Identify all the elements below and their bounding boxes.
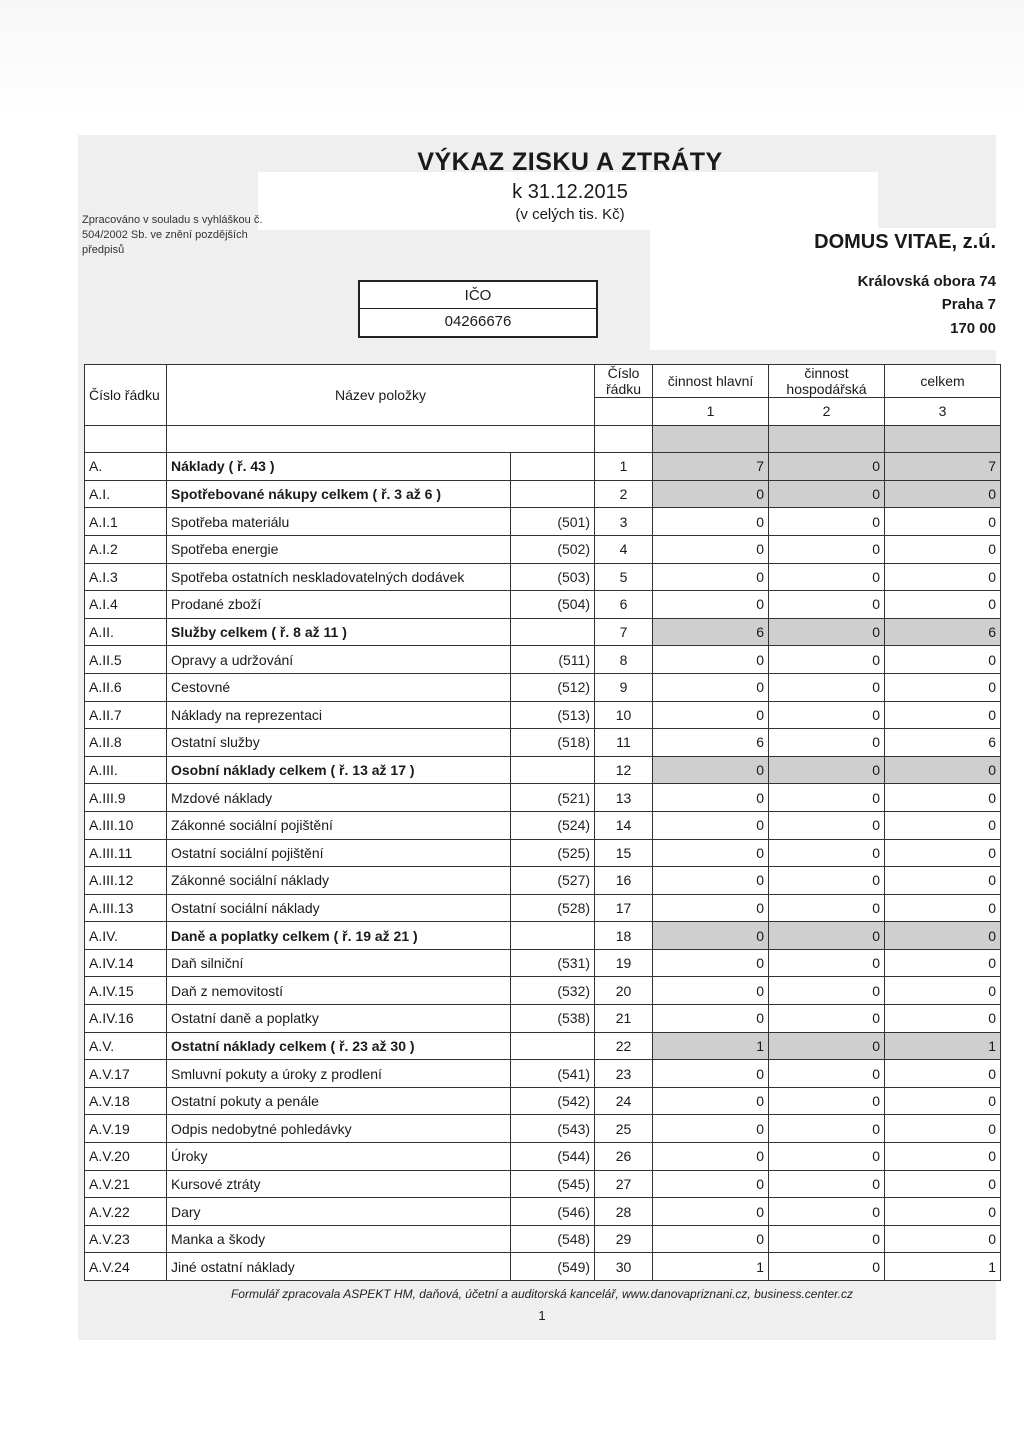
account-code — [511, 480, 595, 508]
row-code: A.V.21 — [85, 1170, 167, 1198]
value-economic: 0 — [769, 894, 885, 922]
row-code: A.IV.16 — [85, 1005, 167, 1033]
line-number: 19 — [595, 949, 653, 977]
item-name: Kursové ztráty — [167, 1170, 511, 1198]
col-item-name: Název položky — [167, 365, 595, 426]
value-main: 0 — [653, 563, 769, 591]
value-economic: 0 — [769, 701, 885, 729]
value-total: 0 — [885, 508, 1001, 536]
value-economic: 0 — [769, 563, 885, 591]
table-row — [85, 1143, 1001, 1171]
item-name: Spotřeba materiálu — [167, 508, 511, 536]
row-code: A.V.17 — [85, 1060, 167, 1088]
value-main: 0 — [653, 867, 769, 895]
line-number: 14 — [595, 811, 653, 839]
row-code: A.II.7 — [85, 701, 167, 729]
value-economic: 0 — [769, 535, 885, 563]
account-code: (512) — [511, 673, 595, 701]
organization-zip: 170 00 — [950, 320, 996, 337]
row-code: A.III.13 — [85, 894, 167, 922]
row-code: A.I. — [85, 480, 167, 508]
item-name: Zákonné sociální náklady — [167, 867, 511, 895]
value-economic: 0 — [769, 867, 885, 895]
table-row — [85, 1005, 1001, 1033]
value-total: 0 — [885, 1087, 1001, 1115]
value-total: 0 — [885, 894, 1001, 922]
value-total: 0 — [885, 1225, 1001, 1253]
account-code: (503) — [511, 563, 595, 591]
account-code: (525) — [511, 839, 595, 867]
table-row — [85, 453, 1001, 481]
value-total: 0 — [885, 977, 1001, 1005]
item-name: Náklady ( ř. 43 ) — [167, 453, 511, 481]
item-name: Zákonné sociální pojištění — [167, 811, 511, 839]
col-row-code: Číslo řádku — [85, 365, 167, 426]
value-economic: 0 — [769, 1143, 885, 1171]
item-name: Spotřeba ostatních neskladovatelných dodávek — [167, 563, 511, 591]
value-total: 0 — [885, 811, 1001, 839]
line-number: 30 — [595, 1253, 653, 1281]
ico-value: 04266676 — [444, 313, 512, 330]
table-row — [85, 480, 1001, 508]
value-main: 0 — [653, 756, 769, 784]
table-row — [85, 618, 1001, 646]
value-total: 0 — [885, 867, 1001, 895]
organization-name: DOMUS VITAE, z.ú. — [814, 231, 996, 253]
value-total: 0 — [885, 784, 1001, 812]
value-main: 0 — [653, 1170, 769, 1198]
line-number: 3 — [595, 508, 653, 536]
value-economic: 0 — [769, 618, 885, 646]
row-code: A.I.1 — [85, 508, 167, 536]
value-main: 0 — [653, 784, 769, 812]
value-economic: 0 — [769, 1170, 885, 1198]
value-economic: 0 — [769, 480, 885, 508]
ico-box — [358, 280, 598, 338]
spacer-cell — [885, 425, 1001, 453]
item-name: Prodané zboží — [167, 591, 511, 619]
value-main: 0 — [653, 1087, 769, 1115]
table-row — [85, 1060, 1001, 1088]
col-economic: činnost hospodářská — [769, 365, 885, 398]
value-economic: 0 — [769, 1225, 885, 1253]
value-main: 6 — [653, 729, 769, 757]
line-number: 21 — [595, 1005, 653, 1033]
account-code: (528) — [511, 894, 595, 922]
line-number: 25 — [595, 1115, 653, 1143]
value-main: 0 — [653, 1115, 769, 1143]
value-total: 7 — [885, 453, 1001, 481]
value-main: 0 — [653, 673, 769, 701]
legal-note: Zpracováno v souladu s vyhláškou č. 504/2002 Sb. ve znění pozdějších předpisů — [82, 214, 263, 256]
item-name: Opravy a udržování — [167, 646, 511, 674]
value-total: 6 — [885, 729, 1001, 757]
row-code: A.IV. — [85, 922, 167, 950]
value-main: 0 — [653, 646, 769, 674]
table-row — [85, 1115, 1001, 1143]
item-name: Úroky — [167, 1143, 511, 1171]
item-name: Spotřeba energie — [167, 535, 511, 563]
row-code: A.IV.14 — [85, 949, 167, 977]
account-code: (532) — [511, 977, 595, 1005]
spacer-cell — [653, 425, 769, 453]
value-total: 0 — [885, 756, 1001, 784]
value-total: 0 — [885, 591, 1001, 619]
value-total: 0 — [885, 673, 1001, 701]
item-name: Náklady na reprezentaci — [167, 701, 511, 729]
col-main: činnost hlavní — [653, 365, 769, 398]
value-economic: 0 — [769, 1253, 885, 1281]
item-name: Dary — [167, 1198, 511, 1226]
item-name: Ostatní sociální pojištění — [167, 839, 511, 867]
line-number: 18 — [595, 922, 653, 950]
item-name: Služby celkem ( ř. 8 až 11 ) — [167, 618, 511, 646]
table-row — [85, 784, 1001, 812]
line-number: 10 — [595, 701, 653, 729]
line-number: 2 — [595, 480, 653, 508]
value-main: 0 — [653, 949, 769, 977]
report-title: VÝKAZ ZISKU A ZTRÁTY — [417, 148, 723, 176]
line-number: 11 — [595, 729, 653, 757]
value-total: 0 — [885, 1115, 1001, 1143]
row-code: A.V.24 — [85, 1253, 167, 1281]
account-code: (527) — [511, 867, 595, 895]
value-economic: 0 — [769, 1060, 885, 1088]
table-row — [85, 673, 1001, 701]
col-main-number: 1 — [653, 398, 769, 426]
value-total: 0 — [885, 1005, 1001, 1033]
table-row — [85, 563, 1001, 591]
line-number: 6 — [595, 591, 653, 619]
item-name: Cestovné — [167, 673, 511, 701]
value-total: 0 — [885, 949, 1001, 977]
value-main: 0 — [653, 1143, 769, 1171]
footer-credit: Formulář zpracovala ASPEKT HM, daňová, účetní a auditorská kancelář, www.danovapriznani.cz, business.center.cz — [230, 1287, 854, 1301]
row-code: A.I.2 — [85, 535, 167, 563]
value-main: 0 — [653, 811, 769, 839]
item-name: Ostatní náklady celkem ( ř. 23 až 30 ) — [167, 1032, 511, 1060]
value-economic: 0 — [769, 1115, 885, 1143]
account-code: (543) — [511, 1115, 595, 1143]
account-code: (538) — [511, 1005, 595, 1033]
value-total: 1 — [885, 1253, 1001, 1281]
table-row — [85, 977, 1001, 1005]
item-name: Manka a škody — [167, 1225, 511, 1253]
account-code — [511, 618, 595, 646]
line-number: 22 — [595, 1032, 653, 1060]
report-date: k 31.12.2015 — [512, 181, 628, 203]
row-code: A.III.9 — [85, 784, 167, 812]
account-code — [511, 1032, 595, 1060]
item-name: Ostatní pokuty a penále — [167, 1087, 511, 1115]
item-name: Jiné ostatní náklady — [167, 1253, 511, 1281]
report-units: (v celých tis. Kč) — [515, 206, 625, 223]
value-economic: 0 — [769, 922, 885, 950]
value-main: 0 — [653, 1005, 769, 1033]
value-total: 0 — [885, 1170, 1001, 1198]
value-economic: 0 — [769, 756, 885, 784]
line-number: 28 — [595, 1198, 653, 1226]
value-economic: 0 — [769, 977, 885, 1005]
spacer-cell — [769, 425, 885, 453]
item-name: Ostatní sociální náklady — [167, 894, 511, 922]
row-code: A.II.5 — [85, 646, 167, 674]
value-economic: 0 — [769, 1087, 885, 1115]
organization-city: Praha 7 — [941, 296, 996, 313]
account-code: (546) — [511, 1198, 595, 1226]
value-total: 0 — [885, 563, 1001, 591]
value-economic: 0 — [769, 839, 885, 867]
account-code: (521) — [511, 784, 595, 812]
row-code: A.III.12 — [85, 867, 167, 895]
table-row — [85, 949, 1001, 977]
value-main: 0 — [653, 480, 769, 508]
table-row — [85, 867, 1001, 895]
table-row — [85, 1170, 1001, 1198]
value-economic: 0 — [769, 1032, 885, 1060]
line-number: 24 — [595, 1087, 653, 1115]
col-total-number: 3 — [885, 398, 1001, 426]
col-economic-number: 2 — [769, 398, 885, 426]
table-row — [85, 591, 1001, 619]
value-main: 0 — [653, 977, 769, 1005]
account-code: (504) — [511, 591, 595, 619]
page-number: 1 — [538, 1308, 546, 1323]
value-economic: 0 — [769, 673, 885, 701]
row-code: A.V.18 — [85, 1087, 167, 1115]
table-row — [85, 811, 1001, 839]
line-number: 12 — [595, 756, 653, 784]
value-total: 0 — [885, 1060, 1001, 1088]
line-number: 7 — [595, 618, 653, 646]
value-main: 0 — [653, 591, 769, 619]
table-row — [85, 894, 1001, 922]
col-line-no-blank — [595, 398, 653, 426]
value-main: 0 — [653, 535, 769, 563]
value-economic: 0 — [769, 784, 885, 812]
row-code: A.V.22 — [85, 1198, 167, 1226]
line-number: 8 — [595, 646, 653, 674]
line-number: 16 — [595, 867, 653, 895]
row-code: A.V.23 — [85, 1225, 167, 1253]
col-total: celkem — [885, 365, 1001, 398]
line-number: 1 — [595, 453, 653, 481]
table-row — [85, 922, 1001, 950]
value-main: 1 — [653, 1253, 769, 1281]
item-name: Smluvní pokuty a úroky z prodlení — [167, 1060, 511, 1088]
account-code: (542) — [511, 1087, 595, 1115]
line-number: 4 — [595, 535, 653, 563]
row-code: A.II. — [85, 618, 167, 646]
table-row — [85, 701, 1001, 729]
value-main: 0 — [653, 894, 769, 922]
account-code: (531) — [511, 949, 595, 977]
value-economic: 0 — [769, 1005, 885, 1033]
value-total: 0 — [885, 1143, 1001, 1171]
value-economic: 0 — [769, 1198, 885, 1226]
table-row — [85, 1225, 1001, 1253]
value-main: 0 — [653, 922, 769, 950]
row-code: A.I.3 — [85, 563, 167, 591]
account-code: (501) — [511, 508, 595, 536]
account-code: (513) — [511, 701, 595, 729]
value-total: 0 — [885, 701, 1001, 729]
item-name: Daně a poplatky celkem ( ř. 19 až 21 ) — [167, 922, 511, 950]
value-economic: 0 — [769, 591, 885, 619]
table-row — [85, 1198, 1001, 1226]
value-main: 0 — [653, 1225, 769, 1253]
value-total: 6 — [885, 618, 1001, 646]
row-code: A.V.20 — [85, 1143, 167, 1171]
item-name: Mzdové náklady — [167, 784, 511, 812]
value-total: 0 — [885, 480, 1001, 508]
line-number: 15 — [595, 839, 653, 867]
value-main: 0 — [653, 839, 769, 867]
value-economic: 0 — [769, 729, 885, 757]
line-number: 20 — [595, 977, 653, 1005]
line-number: 9 — [595, 673, 653, 701]
item-name: Daň z nemovitostí — [167, 977, 511, 1005]
spacer-row — [85, 425, 1001, 453]
value-main: 7 — [653, 453, 769, 481]
spacer-cell — [167, 425, 595, 453]
value-main: 6 — [653, 618, 769, 646]
row-code: A.V.19 — [85, 1115, 167, 1143]
spacer-cell — [595, 425, 653, 453]
item-name: Odpis nedobytné pohledávky — [167, 1115, 511, 1143]
line-number: 27 — [595, 1170, 653, 1198]
row-code: A.V. — [85, 1032, 167, 1060]
value-total: 0 — [885, 535, 1001, 563]
value-total: 0 — [885, 1198, 1001, 1226]
value-main: 0 — [653, 508, 769, 536]
account-code — [511, 453, 595, 481]
value-economic: 0 — [769, 949, 885, 977]
account-code: (524) — [511, 811, 595, 839]
value-total: 1 — [885, 1032, 1001, 1060]
value-economic: 0 — [769, 508, 885, 536]
item-name: Ostatní daně a poplatky — [167, 1005, 511, 1033]
row-code: A.II.6 — [85, 673, 167, 701]
account-code: (549) — [511, 1253, 595, 1281]
value-main: 1 — [653, 1032, 769, 1060]
row-code: A.III.10 — [85, 811, 167, 839]
organization-street: Královská obora 74 — [857, 273, 996, 290]
account-code: (544) — [511, 1143, 595, 1171]
value-economic: 0 — [769, 646, 885, 674]
row-code: A.I.4 — [85, 591, 167, 619]
row-code: A.IV.15 — [85, 977, 167, 1005]
profit-loss-table — [84, 364, 1001, 1281]
value-total: 0 — [885, 839, 1001, 867]
account-code: (511) — [511, 646, 595, 674]
table-row — [85, 1087, 1001, 1115]
line-number: 26 — [595, 1143, 653, 1171]
account-code — [511, 756, 595, 784]
table-row — [85, 508, 1001, 536]
table-row — [85, 1032, 1001, 1060]
row-code: A. — [85, 453, 167, 481]
line-number: 17 — [595, 894, 653, 922]
account-code: (541) — [511, 1060, 595, 1088]
value-economic: 0 — [769, 453, 885, 481]
row-code: A.III.11 — [85, 839, 167, 867]
item-name: Spotřebované nákupy celkem ( ř. 3 až 6 ) — [167, 480, 511, 508]
item-name: Osobní náklady celkem ( ř. 13 až 17 ) — [167, 756, 511, 784]
value-total: 0 — [885, 646, 1001, 674]
item-name: Daň silniční — [167, 949, 511, 977]
account-code: (548) — [511, 1225, 595, 1253]
account-code: (502) — [511, 535, 595, 563]
col-line-no: Číslo řádku — [595, 365, 653, 398]
line-number: 13 — [595, 784, 653, 812]
value-economic: 0 — [769, 811, 885, 839]
ico-label: IČO — [360, 282, 596, 309]
item-name: Ostatní služby — [167, 729, 511, 757]
table-row — [85, 729, 1001, 757]
table-row — [85, 756, 1001, 784]
line-number: 29 — [595, 1225, 653, 1253]
value-main: 0 — [653, 701, 769, 729]
value-main: 0 — [653, 1198, 769, 1226]
value-main: 0 — [653, 1060, 769, 1088]
spacer-cell — [85, 425, 167, 453]
row-code: A.II.8 — [85, 729, 167, 757]
account-code: (545) — [511, 1170, 595, 1198]
header-row — [85, 365, 1001, 398]
line-number: 5 — [595, 563, 653, 591]
table-row — [85, 535, 1001, 563]
row-code: A.III. — [85, 756, 167, 784]
line-number: 23 — [595, 1060, 653, 1088]
table-row — [85, 646, 1001, 674]
account-code — [511, 922, 595, 950]
value-total: 0 — [885, 922, 1001, 950]
table-row — [85, 839, 1001, 867]
account-code: (518) — [511, 729, 595, 757]
table-row — [85, 1253, 1001, 1281]
